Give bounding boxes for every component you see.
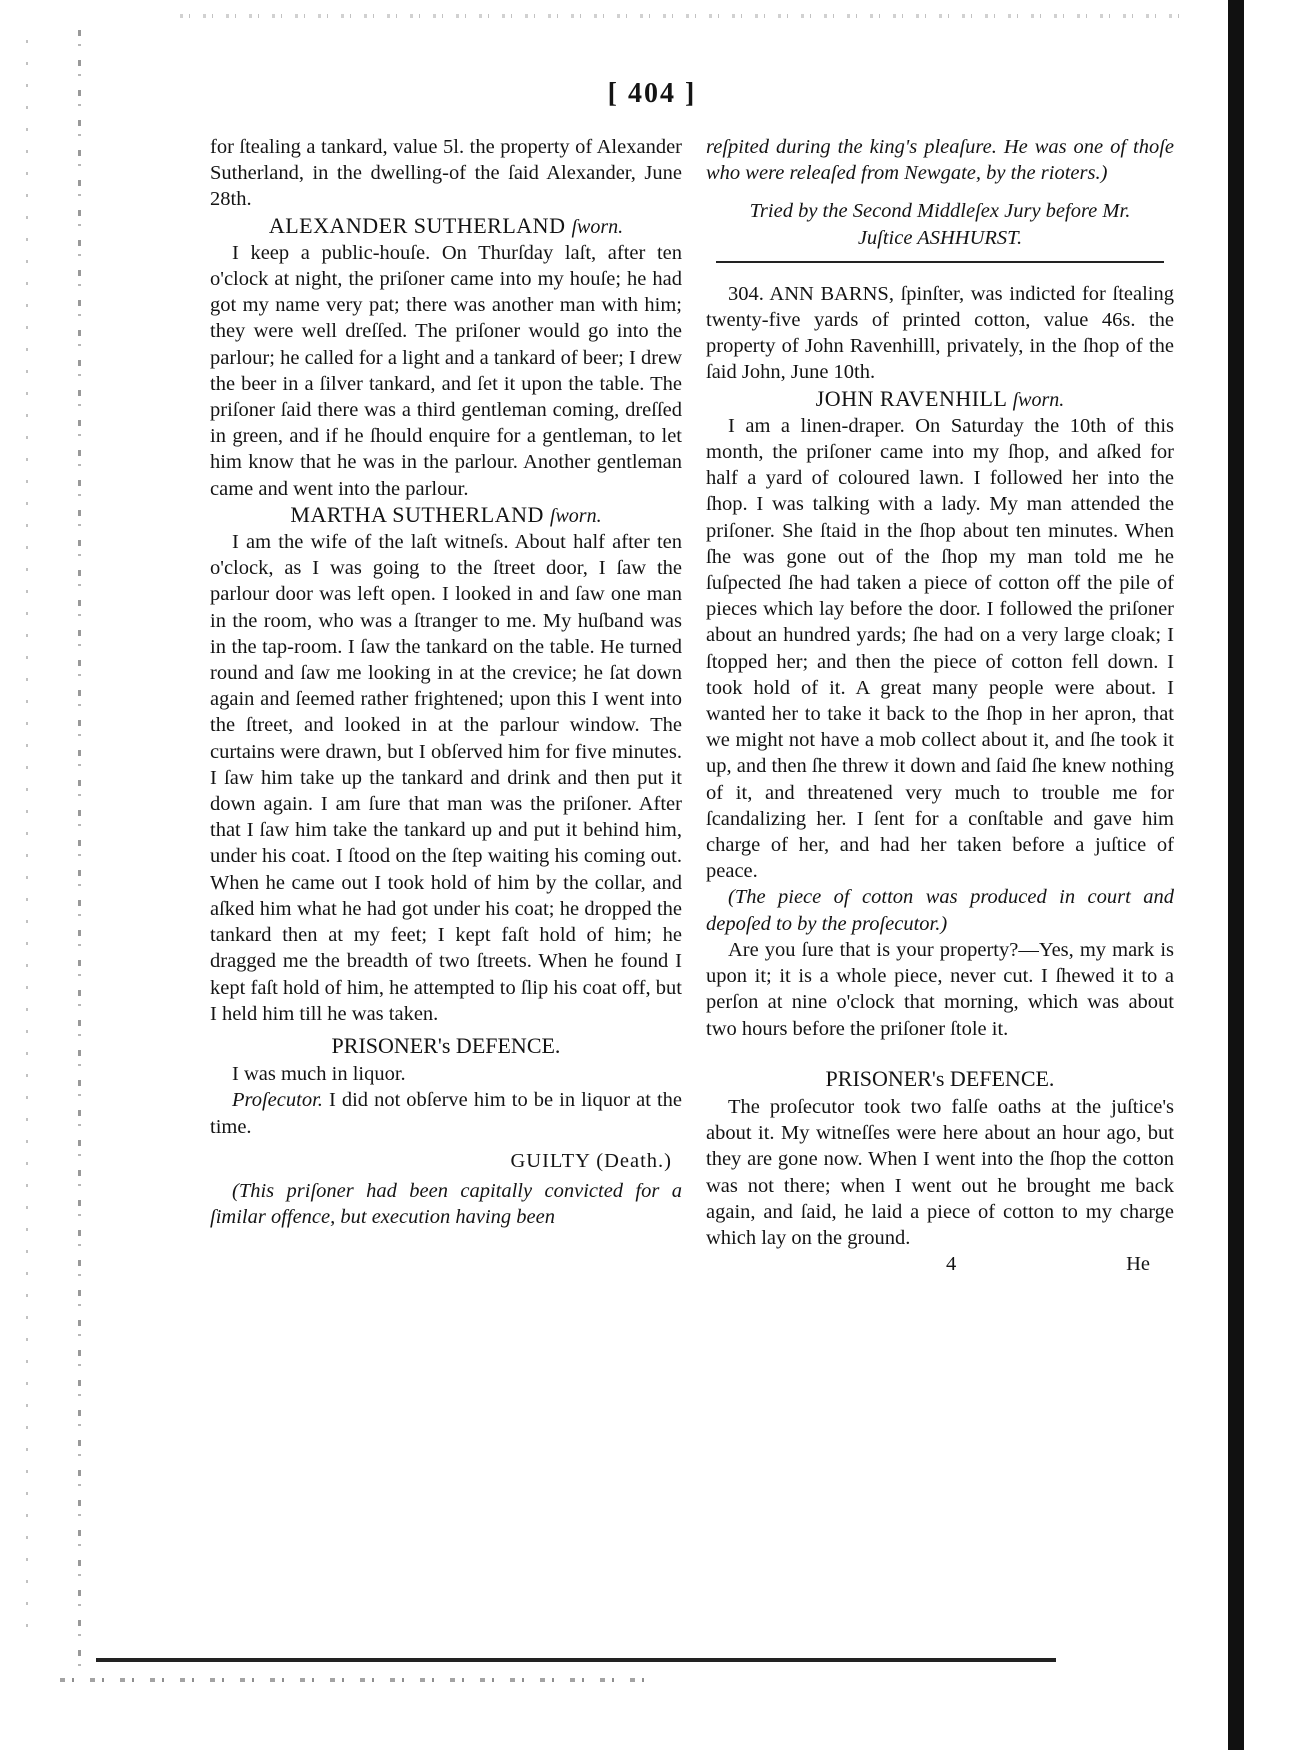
sworn-label: ſworn. bbox=[549, 504, 602, 527]
witness-heading bbox=[210, 213, 682, 240]
case-intro-text: 304. ANN BARNS, ſpinſter, was indicted for ſtealing twenty-five yards of printed cotton, value 46s. the property of John Ravenhilll, privately, in the ſhop of the ſaid John, June 10th. bbox=[706, 282, 1174, 384]
scan-bottom-noise bbox=[60, 1678, 660, 1682]
witness-name: JOHN RAVENHILL bbox=[815, 385, 1007, 411]
scan-bottom-rule bbox=[96, 1658, 1056, 1662]
defence-text: The proſecutor took two falſe oaths at the juſtice's about it. My witneſſes were here about an hour ago, but they are gone now. When I went into the ſhop the cotton was not there; when I went out he brought me back again, and ſaid, he laid a piece of cotton to my charge which lay on the ground. bbox=[706, 1095, 1174, 1249]
prosecutor-text: I did not obſerve him to be in liquor at the time. bbox=[210, 1089, 682, 1138]
verdict: GUILTY (Death.) bbox=[510, 1149, 672, 1172]
section-rule bbox=[716, 261, 1164, 263]
trial-line: Tried by the Second Middleſex Jury before Mr. bbox=[749, 200, 1131, 223]
witness-heading bbox=[210, 502, 682, 529]
catchword: He bbox=[1126, 1253, 1150, 1276]
editorial-note-continued: reſpited during the king's pleaſure. He was one of thoſe who were releaſed from Newgate, by the rioters.) bbox=[706, 136, 1174, 185]
witness-testimony: I keep a public-houſe. On Thurſday laſt, after ten o'clock at night, the priſoner came into my houſe; he had got my name very pat; there was another man with him; they were well dreſſed. The priſoner would go into the parlour; he called for a light and a tankard of beer; I drew the beer in a ſilver tankard, and ſet it upon the table. The priſoner ſaid there was a third gentleman coming, dreſſed in green, and if he ſhould enquire for a gentleman, to let him know that he was in the parlour. Another gentleman came and went into the parlour. bbox=[210, 241, 682, 500]
left-column bbox=[210, 134, 682, 1230]
right-column bbox=[706, 134, 1174, 1277]
scan-top-noise bbox=[180, 14, 1180, 18]
defence-heading: PRISONER's DEFENCE. bbox=[331, 1032, 561, 1058]
witness-name: ALEXANDER SUTHERLAND bbox=[268, 212, 566, 238]
witness-testimony: I am the wife of the laſt witneſs. About half after ten o'clock, as I was going to the ſtreet door, I ſaw the parlour door was left open. I looked in and ſaw one man in the room, who was a ſtranger to me. My huſband was in the tap-room. I ſaw the tankard on the table. He turned round and ſaw me looking in at the crevice; he ſat down again and ſeemed rather frightened; upon this I went into the ſtreet, and looked in at the parlour window. The curtains were drawn, but I obſerved him for five minutes. I ſaw him take up the tankard and drink and then put it down again. I am ſure that man was the priſoner. After that I ſaw him take the tankard up and put it behind him, under his coat. I ſtood on the ſtep waiting his coming out. When he came out I took hold of him by the collar, and aſked him what he had got under his coat; he dropped the tankard then at my feet; I kept faſt hold of him; he dragged me the breadth of two ſtreets. When he found I kept faſt hold of him, he attempted to ſlip his coat off, but I held him till he was taken. bbox=[210, 531, 682, 1025]
sworn-label: ſworn. bbox=[1012, 388, 1065, 411]
scan-left-margin-specks bbox=[26, 40, 28, 1640]
court-note: (The piece of cotton was produced in court and depoſed to by the proſecutor.) bbox=[706, 886, 1174, 935]
page-number: [ 404 ] bbox=[607, 78, 697, 109]
witness-name: MARTHA SUTHERLAND bbox=[290, 501, 544, 527]
defence-heading: PRISONER's DEFENCE. bbox=[825, 1065, 1055, 1091]
scan-left-margin-marks bbox=[78, 30, 81, 1670]
trial-line: Juſtice ASHHURST. bbox=[857, 226, 1023, 249]
spacer bbox=[706, 1042, 1174, 1060]
prosecutor-statement bbox=[210, 1087, 682, 1139]
case-intro-text: for ſtealing a tankard, value 5l. the property of Alexander Sutherland, in the dwelling-of the ſaid Alexander, June 28th. bbox=[210, 136, 682, 211]
witness-testimony: I am a linen-draper. On Saturday the 10th of this month, the priſoner came into my ſhop, and aſked for half a yard of coloured lawn. I followed her into the ſhop. I was talking with a lady. My man attended the priſoner. She ſtaid in the ſhop about ten minutes. When ſhe was gone out of the ſhop my man told me he ſuſpected ſhe had taken a piece of cotton off the pile of pieces which lay before the door. I followed the priſoner about an hundred yards; ſhe had on a very large cloak; I ſtopped her; and then the piece of cotton fell down. I took hold of it. A great many people were about. I wanted her to take it back to the ſhop in her apron, that we might not have a mob collect about it, and ſhe took it up, and then ſhe threw it down and ſaid ſhe knew nothing of it, and threatened very much to trouble me for ſcandalizing her. I ſent for a conſtable and gave him charge of her, and had her taken before a juſtice of peace. bbox=[706, 414, 1174, 883]
witness-heading bbox=[706, 386, 1174, 413]
defence-text: I was much in liquor. bbox=[232, 1063, 406, 1086]
cross-examination: Are you ſure that is your property?—Yes, my mark is upon it; it is a whole piece, never cut. I ſhewed it to a perſon at nine o'clock that morning, which was about two hours before the priſoner ſtole it. bbox=[706, 938, 1174, 1040]
page-footer bbox=[706, 1251, 1174, 1277]
sworn-label: ſworn. bbox=[571, 215, 624, 238]
trial-info bbox=[706, 198, 1174, 250]
prosecutor-label: Proſecutor. bbox=[232, 1089, 323, 1112]
signature-mark: 4 bbox=[946, 1253, 957, 1276]
scan-dark-edge bbox=[1228, 0, 1244, 1750]
editorial-note: (This priſoner had been capitally convicted for a ſimilar offence, but execution having been bbox=[210, 1179, 682, 1229]
